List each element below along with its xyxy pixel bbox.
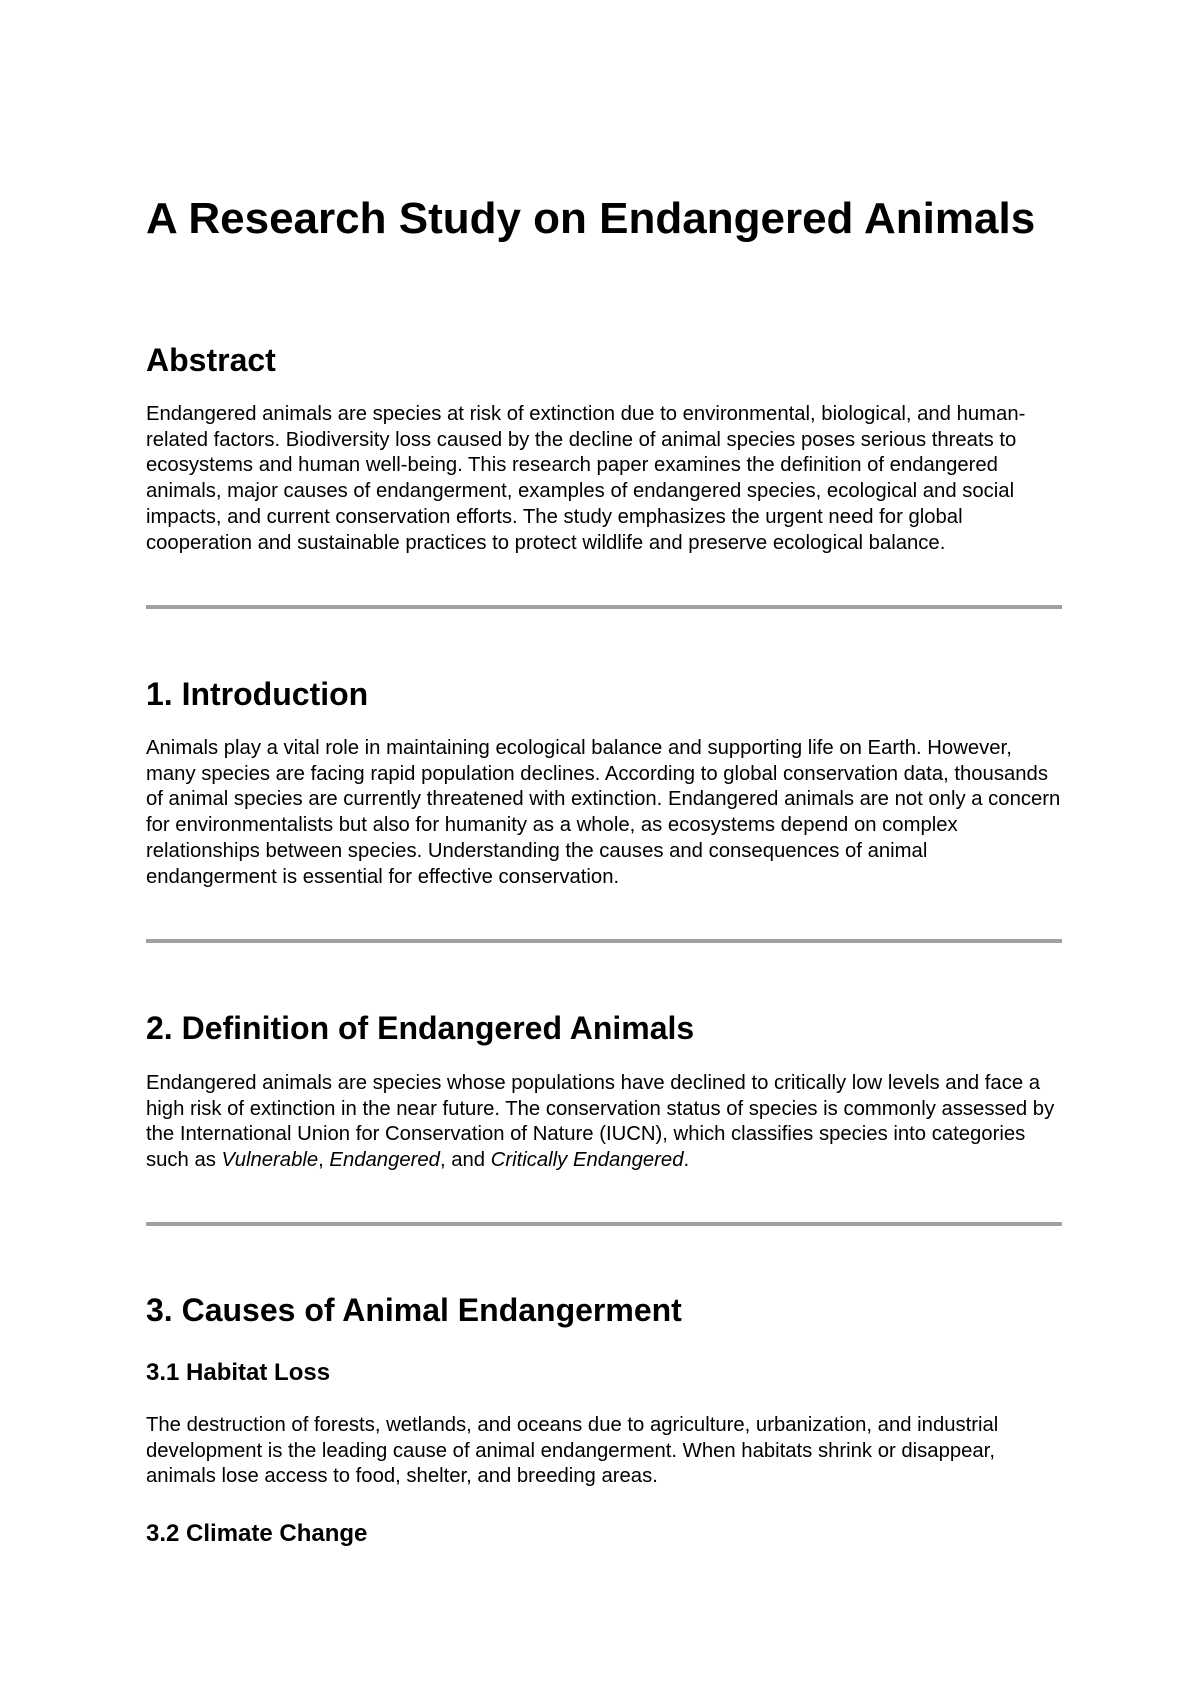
introduction-heading: 1. Introduction xyxy=(146,676,369,712)
definition-text-after: . xyxy=(683,1149,690,1172)
abstract-text: Endangered animals are species at risk of extinction due to environmental, biological, and human-related factors. Biodiversity loss caused by the decline of animal species poses serious threats to ecosystems and human well-being. This research paper examines the definition of endangered animals, major causes of endangerment, examples of endangered species, ecological and social impacts, and current conservation efforts. The study emphasizes the urgent need for global cooperation and sustainable practices to protect wildlife and preserve ecological balance. xyxy=(146,403,1026,554)
section-divider xyxy=(146,1222,1062,1226)
abstract-heading: Abstract xyxy=(146,342,276,378)
causes-heading: 3. Causes of Animal Endangerment xyxy=(146,1292,682,1328)
definition-text xyxy=(146,1071,1062,1174)
section-divider xyxy=(146,605,1062,609)
climate-change-heading: 3.2 Climate Change xyxy=(146,1520,368,1547)
habitat-loss-heading: 3.1 Habitat Loss xyxy=(146,1359,331,1386)
term-critically-endangered: Critically Endangered xyxy=(490,1149,684,1172)
introduction-text: Animals play a vital role in maintaining ecological balance and supporting life on Earth. However, many species are facing rapid population declines. According to global conservation data, thousands of animal species are currently threatened with extinction. Endangered animals are not only a concern for environmentalists but also for humanity as a whole, as ecosystems depend on complex relationships between species. Understanding the causes and consequences of animal endangerment is essential for effective conservation. xyxy=(146,737,1061,888)
term-vulnerable: Vulnerable xyxy=(221,1149,319,1172)
term-endangered: Endangered xyxy=(329,1149,440,1172)
section-divider xyxy=(146,939,1062,943)
term-separator: , xyxy=(318,1149,330,1172)
document-title: A Research Study on Endangered Animals xyxy=(146,194,1036,243)
term-separator: , and xyxy=(439,1149,491,1172)
habitat-loss-text: The destruction of forests, wetlands, and oceans due to agriculture, urbanization, and industrial development is the leading cause of animal endangerment. When habitats shrink or disappear, animals lose access to food, shelter, and breeding areas. xyxy=(146,1414,999,1488)
definition-heading: 2. Definition of Endangered Animals xyxy=(146,1010,695,1046)
definition-text-before: Endangered animals are species whose populations have declined to critically low levels and face a high risk of extinction in the near future. The conservation status of species is commonly assessed by the International Union for Conservation of Nature (IUCN), which classifies species into categories such as xyxy=(146,1072,1055,1172)
